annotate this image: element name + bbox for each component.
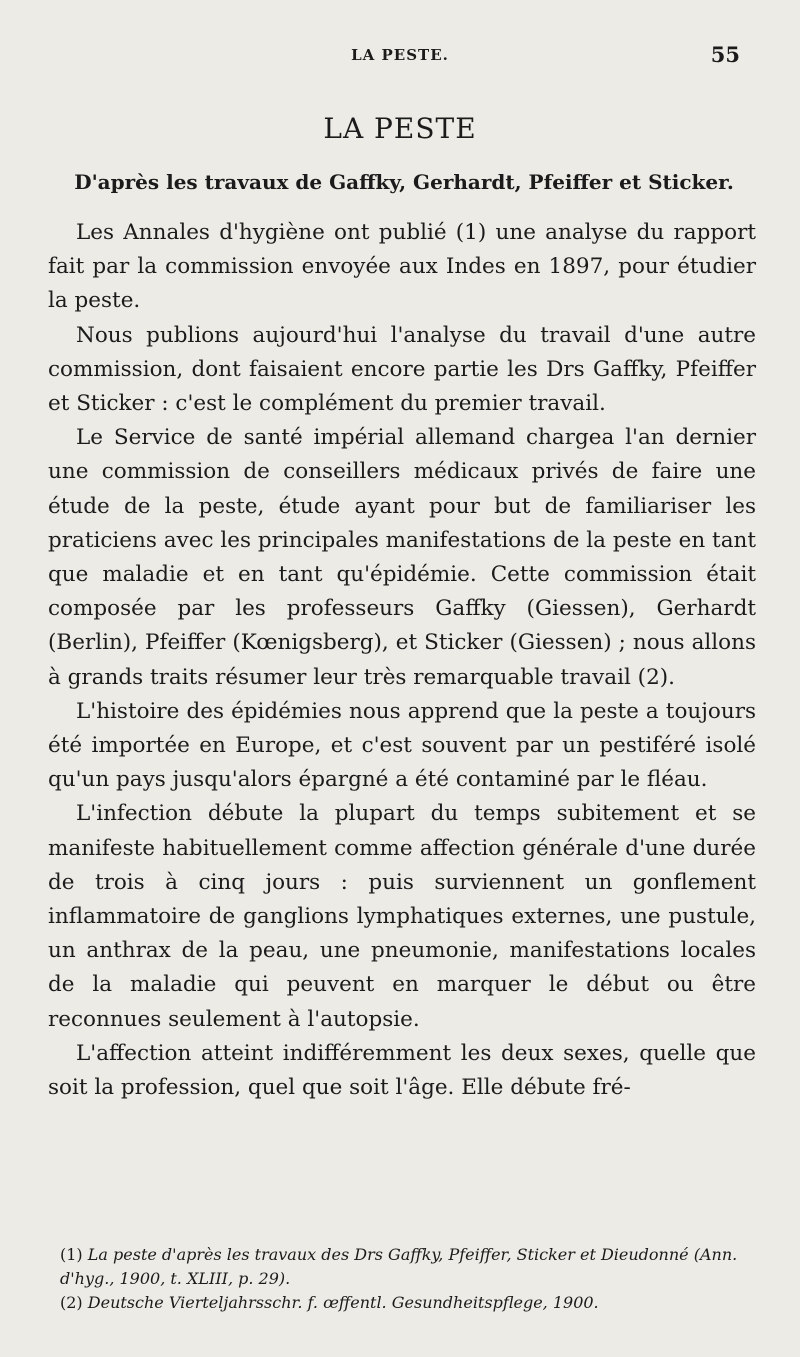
- paragraph: L'histoire des épidémies nous apprend que la peste a toujours été importée en Europe, et c'est souvent par un pestiféré isolé qu'un pays jusqu'alors épargné a été contaminé par le fléau.: [48, 698, 756, 793]
- paragraph: L'affection atteint indifféremment les deux sexes, quelle que soit la profession, quel que soit l'âge. Elle débute fré-: [48, 1040, 756, 1101]
- article-body: [48, 216, 756, 1105]
- footnote: [60, 1243, 756, 1291]
- paragraph: Les Annales d'hygiène ont publié (1) une analyse du rapport fait par la commission envoyée aux Indes en 1897, pour étudier la peste.: [48, 220, 756, 314]
- page-number: 55: [710, 42, 740, 67]
- running-header: [48, 40, 752, 70]
- footnote-marker: (2): [60, 1293, 83, 1312]
- footnote: [60, 1291, 756, 1315]
- footnote-text: La peste d'après les travaux des Drs Gaffky, Pfeiffer, Sticker et Dieudonné (Ann. d'hyg., 1900, t. XLIII, p. 29).: [60, 1245, 738, 1288]
- footnote-marker: (1): [60, 1245, 83, 1264]
- article-title: LA PESTE: [323, 112, 477, 145]
- article-subtitle: D'après les travaux de Gaffky, Gerhardt, Pfeiffer et Sticker.: [74, 170, 734, 194]
- paragraph: Le Service de santé impérial allemand chargea l'an dernier une commission de conseillers médicaux privés de faire une étude de la peste, étude ayant pour but de familiariser les praticiens avec les principales manifestations de la peste en tant que maladie et en tant qu'épidémie. Cette commission était composée par les professeurs Gaffky (Giessen), Gerhardt (Berlin), Pfeiffer (Kœnigsberg), et Sticker (Giessen) ; nous allons à grands traits résumer leur très remarquable travail (2).: [48, 425, 756, 690]
- paragraph: L'infection débute la plupart du temps subitement et se manifeste habituellement comme affection générale d'une durée de trois à cinq jours : puis surviennent un gonflement inflammatoire de ganglions lymphatiques externes, une pustule, un anthrax de la peau, une pneumonie, manifestations locales de la maladie qui peuvent en marquer le début ou être reconnues seulement à l'autopsie.: [48, 801, 756, 1032]
- running-title: LA PESTE.: [351, 46, 449, 64]
- paragraph: Nous publions aujourd'hui l'analyse du travail d'une autre commission, dont faisaient encore partie les Drs Gaffky, Pfeiffer et Sticker : c'est le complément du premier travail.: [48, 322, 756, 417]
- footnotes: [60, 1243, 756, 1315]
- footnote-text: Deutsche Vierteljahrsschr. f. œffentl. Gesundheitspflege, 1900.: [87, 1293, 599, 1312]
